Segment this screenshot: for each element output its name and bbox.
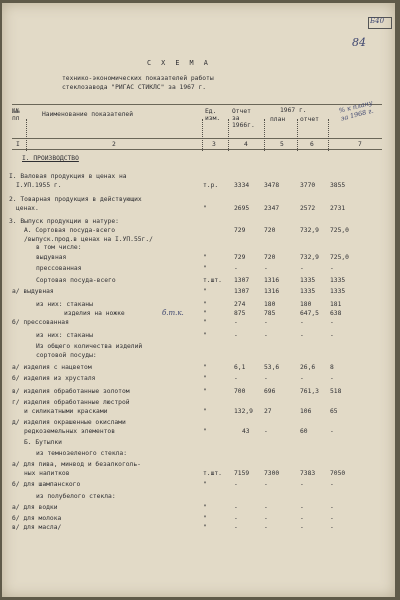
row-value: - [234,332,238,339]
row-value: - [300,504,304,511]
row-value: 720 [264,254,276,261]
row-value: 274 [234,301,246,308]
row-value: 875 [234,310,246,317]
document-subtitle-line2: стеклозавода "РИГАС СТИКЛС" за 1967 г. [62,84,207,91]
row-label: I. Валовая продукция в ценах на [9,173,127,180]
row-value: 1307 [234,288,250,295]
row-value: 1335 [330,277,346,284]
row-value: - [264,375,268,382]
row-value: - [330,319,334,326]
header-unit: Ед. изм. [205,108,221,122]
document-subtitle-line1: технико-экономических показателей работы [62,75,214,82]
row-label: б/ прессованная [12,319,69,326]
table-row [2,254,395,263]
row-label: прессованная [36,265,82,272]
row-label: выдувная [36,254,67,261]
header-plan: план [270,116,286,123]
row-value: - [300,515,304,522]
row-value: 7383 [300,470,316,477]
page-number: 84 [352,36,366,49]
table-row [2,332,395,341]
row-value: 60 [300,428,308,435]
row-label: Б. Бутылки [24,439,62,446]
row-value: - [300,524,304,531]
row-value: - [330,265,334,272]
column-divider [297,119,298,151]
row-unit: " [203,301,207,308]
row-value: 2695 [234,205,250,212]
row-value: 7159 [234,470,250,477]
table-row [2,277,395,286]
row-label: Сортовая посуда-всего [36,277,116,284]
row-value: - [330,481,334,488]
table-row [2,515,395,524]
column-number: 3 [212,141,216,148]
row-label: из них: стаканы [36,301,93,308]
row-value: 720 [264,227,276,234]
row-value: 3770 [300,182,316,189]
row-value: 725,0 [330,227,349,234]
row-unit: " [203,364,207,371]
row-label: 2. Товарная продукция в действующих [9,196,142,203]
row-value: 132,9 [234,408,253,415]
row-value: - [300,332,304,339]
row-value: 7050 [330,470,346,477]
row-unit: " [203,319,207,326]
column-divider [328,119,329,151]
row-value: - [330,332,334,339]
table-row [2,155,395,164]
row-label: а/ выдувная [12,288,54,295]
row-value: 2347 [264,205,280,212]
row-value: 761,3 [300,388,319,395]
row-value: - [300,481,304,488]
header-number: №№ пп [12,108,20,122]
table-row [2,364,395,373]
row-value: 518 [330,388,342,395]
table-row [2,470,395,479]
header-actual-1966: Отчет за 1966г. [232,108,255,129]
row-label: д/ изделия окрашенные окислами [12,419,126,426]
table-row [2,182,395,191]
header-rule-bottom [12,149,382,150]
row-value: - [264,504,268,511]
table-row [2,343,395,352]
row-value: 732,9 [300,254,319,261]
column-number: 2 [112,141,116,148]
row-value: - [330,428,334,435]
row-label: в/ для масла/ [12,524,62,531]
row-unit: " [203,408,207,415]
row-value: - [300,265,304,272]
row-value: - [264,428,268,435]
table-row [2,265,395,274]
table-row [2,375,395,384]
column-number: 4 [244,141,248,148]
row-value: 729 [234,227,246,234]
row-value: 106 [300,408,312,415]
table-row [2,504,395,513]
row-value: 732,9 [300,227,319,234]
table-row [2,408,395,417]
row-value: 2731 [330,205,346,212]
column-number: 6 [310,141,314,148]
row-label: А. Сортовая посуда-всего [24,227,115,234]
row-unit: " [203,288,207,295]
row-value: - [330,515,334,522]
row-value: - [330,504,334,511]
row-value: 647,5 [300,310,319,317]
row-label: б/ для молока [12,515,62,522]
table-row [2,352,395,361]
row-value: - [330,375,334,382]
table-row [2,481,395,490]
table-row [2,439,395,448]
row-value: 27 [264,408,272,415]
table-row [2,388,395,397]
row-unit: " [203,310,207,317]
row-value: 53,6 [264,364,280,371]
row-value: 696 [264,388,276,395]
table-row [2,173,395,182]
row-value: - [300,375,304,382]
row-value: - [300,319,304,326]
row-value: - [234,515,238,522]
table-row [2,310,395,319]
table-row [2,419,395,428]
row-value: 3478 [264,182,280,189]
row-label: в/ изделия обработанные золотом [12,388,130,395]
row-unit: т.р. [203,182,219,189]
header-year-1967: 1967 г. [280,107,307,114]
row-label: ных напитков [24,470,70,477]
row-label: б/ изделия из хрусталя [12,375,96,382]
row-value: 785 [264,310,276,317]
row-label: 3. Выпуск продукции в натуре: [9,218,119,225]
row-label: из темнозеленого стекла: [36,450,127,457]
row-value: 638 [330,310,342,317]
row-label: /выпуск.прод.в ценах на I.УП.55г./ [24,236,153,243]
row-value: 26,6 [300,364,316,371]
row-label: г/ изделия обработанные люстрой [12,399,130,406]
row-value: - [330,524,334,531]
row-unit: " [203,515,207,522]
table-row [2,227,395,236]
row-unit: " [203,205,207,212]
row-value: 7300 [264,470,280,477]
table-row [2,493,395,502]
column-divider [202,119,203,151]
row-value: 1335 [330,288,346,295]
row-value: 1316 [264,277,280,284]
table-row [2,244,395,253]
column-divider [228,119,229,151]
table-row [2,399,395,408]
table-row [2,218,395,227]
row-value: 65 [330,408,338,415]
row-label: I.УП.1955 г. [16,182,62,189]
row-label: в том числе: [36,244,82,251]
row-unit: " [203,254,207,261]
row-value: 1316 [264,288,280,295]
row-unit: " [203,524,207,531]
row-unit: " [203,481,207,488]
header-percent-handwritten: % к плану за 1968 г. [338,98,375,123]
row-label: а/ для пива, минвод и безалкоголь- [12,461,141,468]
row-label: Из общего количества изделий [36,343,143,350]
row-value: 700 [234,388,246,395]
column-number: 5 [280,141,284,148]
row-unit: " [203,388,207,395]
row-value: 729 [234,254,246,261]
row-value: 181 [330,301,342,308]
table-row [2,288,395,297]
row-value: 180 [264,301,276,308]
row-label: из полубелого стекла: [36,493,116,500]
header-rule-middle [12,138,382,139]
row-value: - [234,319,238,326]
header-rule-top [12,104,382,105]
row-label: из них: стаканы [36,332,93,339]
row-value: 3855 [330,182,346,189]
row-value: 43 [242,428,250,435]
row-value: - [264,524,268,531]
row-label: изделия на ножке [64,310,125,317]
row-label: I. ПРОИЗВОДСТВО [22,155,79,162]
table-row [2,196,395,205]
table-row [2,319,395,328]
row-label: редкоземельных элементов [24,428,115,435]
row-unit: т.шт. [203,470,222,477]
row-value: - [264,332,268,339]
row-label: и силикатными красками [24,408,108,415]
row-value: 1307 [234,277,250,284]
row-value: 180 [300,301,312,308]
archive-stamp-label: Б40 [370,17,385,25]
header-name: Наименование показателей [42,111,133,118]
document-page [2,3,395,597]
row-value: - [234,504,238,511]
row-unit: т.шт. [203,277,222,284]
row-value: - [234,375,238,382]
row-label: а/ для водки [12,504,58,511]
row-value: 6,1 [234,364,246,371]
row-unit: " [203,375,207,382]
row-label: а/ изделия с нацветом [12,364,92,371]
row-value: - [264,481,268,488]
row-value: 1335 [300,277,316,284]
handwritten-annotation: б.т.к. [162,309,184,317]
row-unit: " [203,504,207,511]
row-value: - [264,515,268,522]
table-row [2,461,395,470]
row-unit: " [203,428,207,435]
table-row [2,301,395,310]
row-value: - [264,319,268,326]
row-value: - [234,265,238,272]
column-divider [264,119,265,151]
table-row [2,450,395,459]
column-number: 7 [358,141,362,148]
row-value: 2572 [300,205,316,212]
row-value: 8 [330,364,334,371]
row-label: б/ для шампанского [12,481,81,488]
column-divider [26,119,27,151]
table-row [2,428,395,437]
row-value: 3334 [234,182,250,189]
document-title: С Х Е М А [147,59,211,67]
row-unit: " [203,265,207,272]
table-row [2,524,395,533]
row-value: 725,0 [330,254,349,261]
row-value: - [234,481,238,488]
row-value: 1335 [300,288,316,295]
row-value: - [264,265,268,272]
row-value: - [234,524,238,531]
row-label: сортовой посуды: [36,352,97,359]
row-unit: " [203,332,207,339]
table-row [2,205,395,214]
column-number: I [16,141,20,148]
row-label: ценах. [16,205,39,212]
header-report: отчет [300,116,319,123]
